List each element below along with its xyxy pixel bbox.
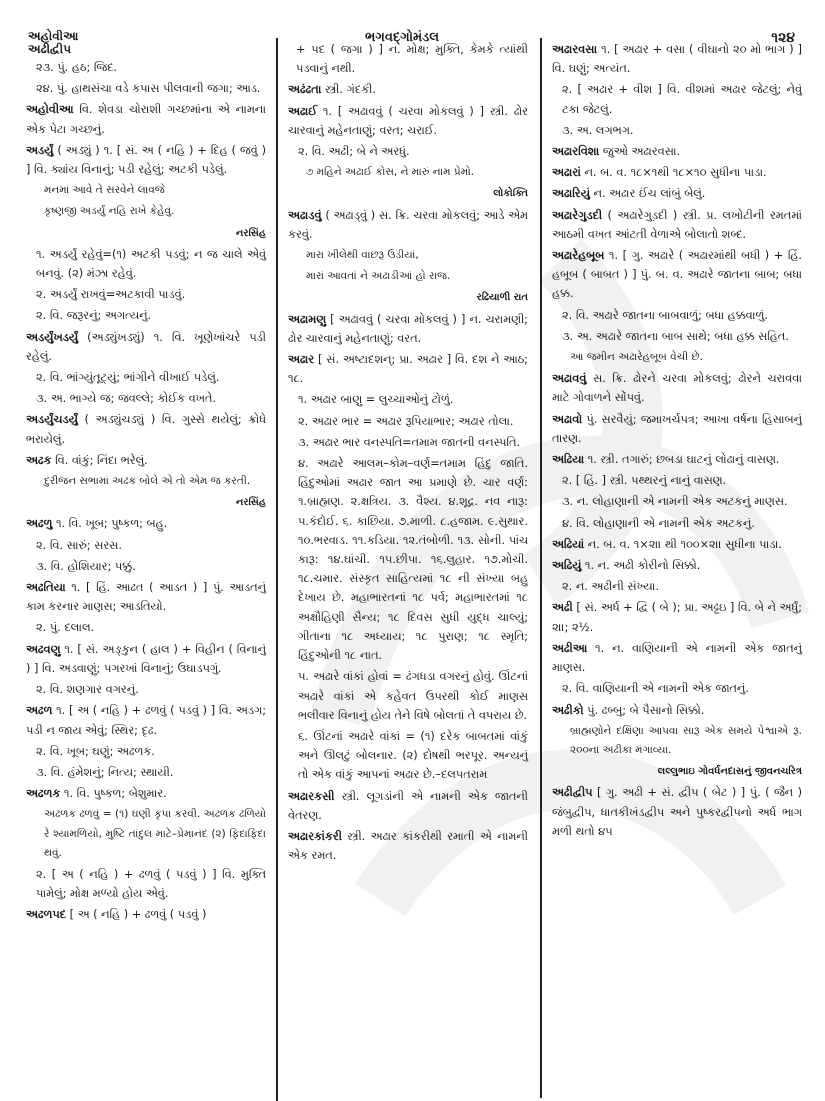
dictionary-entry xyxy=(288,350,528,388)
definition-text: ૧. [ અઢાર + વસા ( વીઘાનો ૨૦ મો ભાગ ) ] વિ. ઘણું; અત્યંત. xyxy=(552,43,802,76)
quotation: મનમાં આવે તે સરવેને લાવજે xyxy=(44,184,165,197)
definition-text: ( અઢારેગુડ઼દી ) સ્ત્રી. પ્ર. લખોટીની રમતમાં આઠમી વખત આંટતી વેળાએ બોલાતો શબ્દ. xyxy=(552,208,802,241)
definition-sense: ૩. વિ. હોશિયાર; પક્કું. xyxy=(36,559,136,573)
headword: અઢીકો xyxy=(552,703,584,717)
quotation: ૭ મહિને અઢાઈ કોસ, ને મારું નામ પ્રેમો. xyxy=(306,166,475,179)
headword: અઢળક xyxy=(26,787,61,801)
headword: અઢળુ xyxy=(26,517,53,531)
definition-sense: + પદ ( જગા ) ] ન. મોક્ષ; મુક્તિ, કેમકે ત્યાંથી પડવાનું નથી. xyxy=(296,43,528,76)
dictionary-entry xyxy=(26,640,266,678)
dictionary-entry xyxy=(552,535,802,554)
headword: અઢાવવું xyxy=(552,372,587,386)
headword: અઢાવો xyxy=(552,412,583,426)
definition-text: [ સં. અષ્ટાદશન્; પ્રા. અઢાર ] વિ. દશ ને આઠ; ૧૮. xyxy=(288,353,528,386)
definition-sense: ૨. પું. દલાલ. xyxy=(36,621,95,635)
headword: અઢી xyxy=(552,601,573,615)
headword: અડર્યુંખડર્યું xyxy=(26,330,79,344)
headword: અઢારવિશા xyxy=(552,145,600,159)
dictionary-entry xyxy=(552,410,802,448)
definition-sense: ૨. વિ. વાણિયાની એ નામની એક જાતનું. xyxy=(562,682,749,696)
headword: અઢીદ્વીપ xyxy=(552,786,593,800)
definition-text: ૧. [ સં. અઙ્કુન ( હાલ ) + વિહીન ( વિનાનું ) ] વિ. અડવાણું; પગરખાં વિનાનું; ઉઘાડપગું. xyxy=(26,642,266,675)
definition-text: સ્ત્રી. લૂગડાંની એ નામની એક જાતની વેતરણ. xyxy=(288,789,528,822)
quotation: આ જમીન અઢારેહબૂબ વેચી છે. xyxy=(570,351,703,364)
dictionary-entry xyxy=(26,328,266,366)
dictionary-entry xyxy=(26,578,266,616)
definition-text: ૧. વિ. પુષ્કળ; બેશુમાર. xyxy=(60,787,167,801)
definition-sense: ૨. અઢાર ભાર = અઢાર રૂપિયાભાર; અઢાર તોલા. xyxy=(298,414,514,428)
definition-sense: ૪. વિ. લોહાણાની એ નામની એક અટકનું. xyxy=(562,516,755,530)
definition-text: ન. અઢાર ઈંચ લાંબું બેલું. xyxy=(589,187,706,201)
dictionary-entry xyxy=(288,827,528,865)
definition-sense: ૨૪. પું. હાથસંચા વડે કપાસ પીલવાની જગા; આડ. xyxy=(36,82,261,96)
definition-text: ( અઢાડ્વું ) સ. ક્રિ. ચરવા મોકલવું; આડે એમ કરવું. xyxy=(288,208,528,241)
column-rule-left xyxy=(276,38,278,1101)
definition-sense: ૨. [ અ ( નહિ ) + ઢળવું ( પડવું ) ] વિ. મુક્તિ પામેલું; મોક્ષ મળ્યો હોય એવું. xyxy=(36,867,266,901)
definition-sense: ૨. વિ. ભાંગ્યુંતૂટ્યું; ભાંગીને વીખાઈ પડેલું. xyxy=(36,371,220,385)
dictionary-entry xyxy=(552,40,802,78)
dictionary-entry xyxy=(26,451,266,470)
definition-text: [ ગુ. અઢી + સં. દ્વીપ ( બેટ ) ] પું. ( જૈન ) જંબુદ્વીપ, ધાતકીખંડદ્વીપ અને પુષ્કરદ્વીપનો અર્ધ ભાગ મળી થતો ૪૫ xyxy=(552,786,802,838)
definition-sense: ૨. [ હિં. ] સ્ત્રી. પથ્થરનું નાનું વાસણ. xyxy=(562,474,727,488)
definition-sense: ૪. અઢારે આલમ–કોમ–વર્ણ=તમામ હિંદુ જાતિ. હિંદુઓમાં અઢાર જાત આ પ્રમાણે છે. ચાર વર્ણ: ૧.બ્રાહ્મણ. ૨.ક્ષત્રિય. ૩. વૈશ્ય. ૪.શૂદ્ર. નવ નારૂ: ૫.કંદોઈ. ૬. કાછિયા. ૭.માળી. ૮.હજામ. ૯.સુથાર. ૧૦.ભરવાડ. ૧૧.કડિયા. ૧૨.તંબોળી. ૧૩. સોની. પાંચ કારૂ: ૧૪.ઘાંચી. ૧૫.છીપા. ૧૬.લુહાર. ૧૭.મોચી. ૧૮.ચમાર. સંસ્કૃત સાહિત્યમાં ૧૮ ની સંખ્યા બહુ દેખાય છે. મહાભારતનાં ૧૮ પર્વ; મહાભારતમાં ૧૮ અક્ષૌહિણી સૈન્ય; ૧૮ દિવસ સુધી યુદ્ધ ચાલ્યું; ગીતાના ૧૮ અધ્યાય; ૧૮ પુરાણ; ૧૮ સ્મૃતિ; હિંદુઓની ૧૮ નાત. xyxy=(298,457,528,663)
dictionary-entry xyxy=(552,142,802,161)
headword: અઢારકસી xyxy=(288,789,335,803)
headword: અઢારેહબૂબ xyxy=(552,249,605,263)
definition-sense: ૧. અડર્યું રહેવું=(૧) અટકી પડવું; ન જ ચાલે એવું બનવું. (૨) મંઝા રહેવું. xyxy=(36,247,266,281)
dictionary-entry xyxy=(552,163,802,182)
headword: અઢિયાં xyxy=(552,537,585,551)
definition-text: [ અઢાવવું ( ચરવા મોકલવું ) ] ન. ચરામણી; ઢોર ચારવાનું મહેનતાણું; વરત. xyxy=(288,312,528,345)
headword: અઢારાં xyxy=(552,166,581,180)
definition-sense: ૩. વિ. હંમેશનું; નિત્ય; સ્થાયી. xyxy=(36,765,174,779)
headword: અડર્યું xyxy=(26,143,54,157)
definition-text: ૧. વિ. ખૂબ; પુષ્કળ; બહુ. xyxy=(52,517,168,531)
dictionary-entry xyxy=(552,701,802,720)
definition-sense: ૨. વિ. શણગાર વગરનું. xyxy=(36,683,139,697)
definition-sense: ૨. વિ. ખૂબ; ઘણું; અઢળક. xyxy=(36,744,155,758)
quotation: કૃષ્ણજી અડર્યું નહિ રાખે કેહેવું. xyxy=(44,205,175,218)
dictionary-entry xyxy=(552,556,802,575)
guide-words xyxy=(28,30,78,56)
dictionary-entry xyxy=(26,100,266,138)
definition-text: ૧. [ અઢાવવું ( ચરવા મોકલવું ) ] સ્ત્રી. ઢોર ચારવાનું મહેનતાણું; વરત; ચરાઈ. xyxy=(288,104,528,137)
dictionary-column-2 xyxy=(288,40,528,867)
quote-attribution: નરસિંહ xyxy=(235,497,266,509)
dictionary-entry xyxy=(288,206,528,244)
headword: અઢારવસા xyxy=(552,43,598,56)
dictionary-entry xyxy=(288,787,528,825)
headword: અઢક xyxy=(26,453,52,467)
definition-text: [ અ ( નહિ ) + ઢળવું ( પડવું ) xyxy=(66,908,207,922)
definition-text: વિ. વાંકું; નિંદા ભરેલું. xyxy=(51,453,148,467)
headword: અઢીઆ xyxy=(552,641,588,655)
definition-text: [ સં. અર્ધ + દ્વિ ( બે ); પ્રા. અઢ્ઢઇ ] વિ. બે ને અર્ધું; ૨॥; ૨½. xyxy=(552,601,802,634)
definition-text: સ. ક્રિ. ઢોરને ચરવા મોકલવું; ઢોરને ચરાવવા માટે ગોવાળને સોંપવું. xyxy=(552,372,802,405)
definition-text: સ્ત્રી. અઢાર કાંકરીથી રમાતી એ નામની એક રમત. xyxy=(288,829,528,863)
dictionary-entry xyxy=(552,246,802,304)
dictionary-entry xyxy=(288,310,528,348)
definition-sense: ૩. અ. લગભગ. xyxy=(562,123,634,137)
dictionary-entry xyxy=(552,598,802,636)
definition-text: જુઓ અઢારવસા. xyxy=(599,145,681,159)
definition-sense: ૨૩. પું. હઠ; જિદ. xyxy=(36,61,118,74)
headword: અઢામણુ xyxy=(288,312,327,326)
quotation: મારા ખીલેથી વાછરૂ ઉડીયાં, xyxy=(306,249,419,262)
dictionary-entry xyxy=(26,784,266,803)
guide-word-last: અઢીદ્વીપ xyxy=(28,42,72,56)
headword: અઢળ xyxy=(26,704,53,718)
definition-text: પું. સરવૈયું; જમાખર્ચપત્ર; આખા વર્ષના હિસાબનું તારણ. xyxy=(552,412,802,445)
definition-text: વિ. શેવડા ચોરાશી ગચ્છમાંના એ નામના એક પેટા ગચ્છનું. xyxy=(26,103,266,136)
definition-text: ૧. ન. અઢી કોરીનો સિક્કો. xyxy=(581,559,701,573)
quote-attribution: લોકોક્તિ xyxy=(493,188,528,200)
dictionary-entry xyxy=(552,206,802,244)
dictionary-entry xyxy=(552,369,802,407)
definition-sense: ૫. અઢારે વાંકાં હોવાં = ઢંગધડા વગરનું હોવું. ઊંટનાં અઢારે વાંકાં એ કહેવત ઉપરથી કોઈ માણસ ભલીવાર વિનાનું હોય તેને વિષે બોલતાં તે વપરાય છે. xyxy=(298,670,528,722)
definition-text: ૧. [ હિં. આઢત ( આડત ) ] પું. આડતનું કામ કરનાર માણસ; આડતિયો. xyxy=(26,581,266,614)
page-number: ૧૨૪ xyxy=(771,30,795,46)
dictionary-entry xyxy=(26,905,266,924)
headword: અહોવીઆ xyxy=(26,103,74,117)
headword: અઢિયા xyxy=(552,453,585,467)
dictionary-column-3 xyxy=(552,40,802,843)
dictionary-entry xyxy=(26,141,266,179)
definition-sense: ૨. વિ. સારું; સરસ. xyxy=(36,538,122,552)
definition-text: ૧. સ્ત્રી. તગારું; છબડા ઘાટનું લોઢાનું વાસણ. xyxy=(584,453,780,467)
dictionary-entry xyxy=(288,102,528,140)
dictionary-entry xyxy=(26,410,266,448)
definition-text: ૧. ન. વાણિયાની એ નામની એક જાતનું માણસ. xyxy=(552,641,802,675)
headword: અઢાઈ xyxy=(288,104,318,118)
quote-attribution: લલ્લુભાઇ ગોવર્ધનદાસનું જીવનચરિત્ર xyxy=(657,766,802,778)
headword: અઢંઢતા xyxy=(288,83,322,97)
column-rule-right xyxy=(540,38,542,1098)
guide-word-first: અહોવીઆ xyxy=(28,29,79,43)
dictionary-entry xyxy=(552,639,802,677)
definition-sense: ૩. અ. ભાગ્યે જ; જવલ્લે; કોઈક વખતે. xyxy=(36,392,216,406)
definition-text: ન. બ. વ. ૧×૨॥ થી ૧૦૦×૨॥ સુધીના પાડા. xyxy=(584,537,782,551)
dictionary-entry xyxy=(26,701,266,739)
headword: અઢારિયું xyxy=(552,187,590,201)
definition-text: (અડ્યુંખડ્યું) ૧. વિ. ખૂણેખાંચરે પડી રહેલું. xyxy=(26,330,266,363)
headword: અઢળપદ xyxy=(26,908,66,922)
dictionary-entry xyxy=(26,514,266,533)
dictionary-entry xyxy=(288,80,528,99)
definition-text: સ્ત્રી. ગંદકી. xyxy=(321,83,376,97)
headword: અઢારકાંકરી xyxy=(288,829,342,843)
headword: અઢારેગુડદી xyxy=(552,208,603,222)
quote-attribution: નરસિંહ xyxy=(235,227,266,239)
quotation: બ્રાહ્મણોને દક્ષિણા આપવા સારૂ એક સમયે પેશ્વાએ રૂ. ૨૦૦ના અઢીકા મંગાવ્યા. xyxy=(570,724,802,756)
definition-sense: ૬. ઊંટનાં અઢારે વાંકાં = (૧) દરેક બાબતમાં વાંકું અને ઊલટું બોલનાર. (૨) દોષથી ભરપૂર. અન્યનું તો એક વાંકું આપનાં અઢાર છે.–દલપતરામ xyxy=(298,729,528,782)
headword: અઢતિયા xyxy=(26,581,66,595)
headword: અઢવણુ xyxy=(26,642,61,656)
definition-sense: ૧. અઢાર બાણુ = લુચ્ચાઓનું ટોળું. xyxy=(298,393,454,407)
definition-sense: ૩. અ. અઢારે જાતના બાબ સાથે; બધા હક્ક સહિત. xyxy=(562,329,789,343)
definition-sense: ૨. વિ. અઢી; બે ને અરધું. xyxy=(298,145,410,159)
definition-text: ( અડ્યુંચડ્યું ) વિ. ગુસ્સે થયેલું; ક્રોધે ભરાયેલું. xyxy=(26,413,266,446)
definition-sense: ૩. ન. લોહાણાની એ નામની એક અટકનું માણસ. xyxy=(562,495,788,509)
headword: અઢિયું xyxy=(552,559,582,573)
definition-text: ૧. [ ગુ. અઢારે ( અઢારમાંથી બધી ) + હિં. હબૂબ ( બાબત ) ] પું. બ. વ. અઢારે જાતના બાબ; બધા હક્ક. xyxy=(552,249,802,301)
dictionary-entry xyxy=(552,450,802,469)
definition-sense: ૨. વિ. અઢારે જાતના બાબવાળું; બધા હક્કવાળું. xyxy=(562,308,768,322)
quotation: મારાં આવતાં ને અઢાડીઆં હો રાજ. xyxy=(306,270,451,283)
definition-sense: ૩. અઢાર ભાર વનસ્પતિ=તમામ જાતની વનસ્પતિ. xyxy=(298,435,521,449)
headword: અઢાડવું xyxy=(288,208,322,222)
definition-sense: ૨. વિ. જરૂરનું; અગત્યનું. xyxy=(36,309,152,323)
definition-text: ( અડ્યું ) ૧. [ સં. અ ( નહિ ) + દિહ ( જવું ) ] વિ. ક્યાંય વિનાનું; પડી રહેલું; અટકી પડેલું. xyxy=(26,143,266,177)
definition-sense: ૨. ન. અઢીની સંખ્યા. xyxy=(562,580,660,594)
definition-sense: ૨. [ અઢાર + વીશ ] વિ. વીશમાં અઢાર જેટલું; નેવું ટકા જેટલું. xyxy=(562,83,802,116)
definition-text: ૧. [ અ ( નહિ ) + ઢળવું ( પડવું ) ] વિ. અડગ; પડી ન જાય એવું; સ્થિર; દૃઢ. xyxy=(26,704,266,737)
quotation: દુરીજન સભામાં અઢક બોલે એ તો એમ જ કરતી. xyxy=(44,475,251,488)
dictionary-entry xyxy=(552,783,802,841)
definition-text: ન. બ. વ. ૧૮×૧થી ૧૮×૧૦ સુધીના પાડા. xyxy=(580,166,767,180)
headword: અઢાર xyxy=(288,353,315,367)
definition-text: પું. ઢબ્બુ; બે પૈસાનો સિક્કો. xyxy=(583,703,705,717)
quote-attribution: રઢિયાળી રાત xyxy=(476,292,528,304)
headword: અડર્યુંચડર્યું xyxy=(26,413,78,427)
running-title: ભગવદ્ગોમંડલ xyxy=(365,30,440,45)
quotation: અઢળક ઢળવું = (૧) ઘણી કૃપા કરવી. અઢળક ઢળિયો રે શ્યામળિયો, મુષ્ટિ તાંદુલ માટે–પ્રેમાનંદ (૨) ફિદાફિદા થવું. xyxy=(44,808,266,859)
dictionary-entry xyxy=(552,184,802,203)
dictionary-column-1 xyxy=(26,58,266,927)
definition-sense: ૨. અડર્યું રાખવું=અટકાવી પાડવું. xyxy=(36,288,186,302)
